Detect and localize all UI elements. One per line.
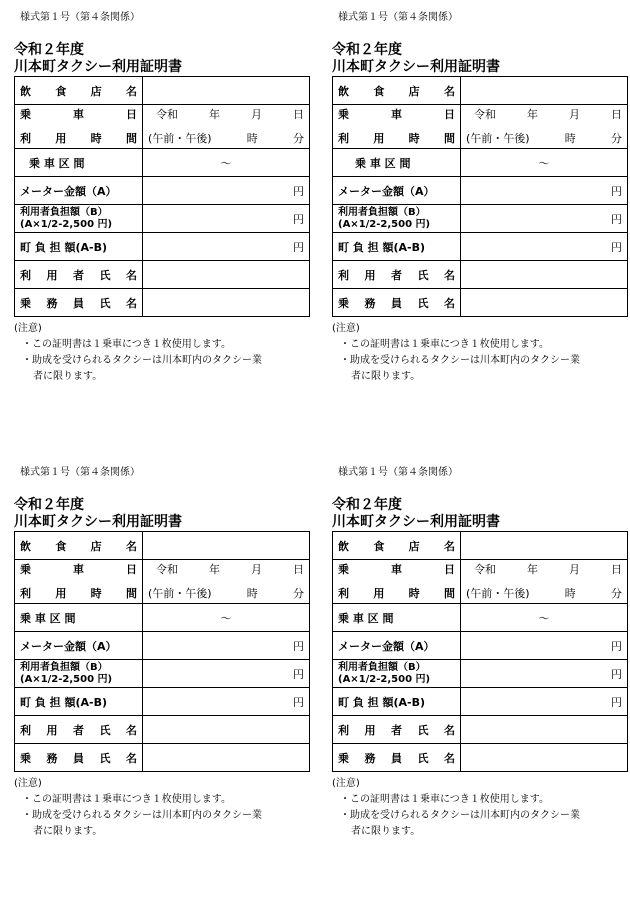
title-year: 令和２年度 — [14, 497, 84, 513]
note-item-2: ・助成を受けられるタクシーは川本町内のタクシー業 — [340, 355, 580, 366]
row-crew-name — [333, 744, 628, 772]
label-user-name: 利 用 者 氏 名 — [15, 716, 143, 744]
label-user-burden: 利用者負担額（B） (A×1/2-2,500 円) — [333, 660, 461, 688]
row-user-name — [15, 261, 310, 289]
label-datetime: 乗 車 日 利 用 時 間 — [15, 105, 143, 149]
row-section — [333, 149, 628, 177]
title-year: 令和２年度 — [332, 497, 402, 513]
note-item-1: ・この証明書は１乗車につき１枚使用します。 — [340, 794, 549, 805]
field-crew-name[interactable] — [143, 289, 310, 317]
title-year: 令和２年度 — [332, 42, 402, 58]
label-town-burden: 町 負 担 額(A-B) — [15, 233, 143, 261]
field-user-burden[interactable]: 円 — [143, 660, 310, 688]
field-user-name[interactable] — [461, 261, 628, 289]
label-meter: メーター金額（A） — [333, 177, 461, 205]
row-crew-name — [333, 289, 628, 317]
label-user-name: 利 用 者 氏 名 — [333, 261, 461, 289]
note-item-1: ・この証明書は１乗車につき１枚使用します。 — [340, 339, 549, 350]
label-restaurant: 飲 食 店 名 — [333, 532, 461, 560]
notes — [14, 321, 314, 385]
label-town-burden: 町 負 担 額(A-B) — [333, 688, 461, 716]
row-datetime — [15, 560, 310, 604]
field-town-burden[interactable]: 円 — [143, 688, 310, 716]
row-user-name — [333, 261, 628, 289]
field-section[interactable]: ～ — [461, 604, 628, 632]
notes-heading: (注意) — [14, 323, 42, 334]
row-town-burden — [333, 233, 628, 261]
label-crew-name: 乗 務 員 氏 名 — [333, 289, 461, 317]
notes-heading: (注意) — [332, 323, 360, 334]
row-crew-name — [15, 744, 310, 772]
field-crew-name[interactable] — [461, 744, 628, 772]
field-restaurant[interactable] — [461, 532, 628, 560]
notes-heading: (注意) — [14, 778, 42, 789]
field-user-name[interactable] — [461, 716, 628, 744]
label-restaurant: 飲 食 店 名 — [333, 77, 461, 105]
notes — [14, 776, 314, 840]
label-user-name: 利 用 者 氏 名 — [333, 716, 461, 744]
field-user-burden[interactable]: 円 — [461, 660, 628, 688]
label-user-name: 利 用 者 氏 名 — [15, 261, 143, 289]
field-crew-name[interactable] — [461, 289, 628, 317]
label-datetime: 乗 車 日 利 用 時 間 — [15, 560, 143, 604]
note-item-2-cont: 者に限ります。 — [351, 826, 421, 837]
field-meter[interactable]: 円 — [461, 632, 628, 660]
form-number-label: 様式第１号（第４条関係） — [20, 467, 140, 478]
row-restaurant — [15, 532, 310, 560]
label-crew-name: 乗 務 員 氏 名 — [15, 744, 143, 772]
certificate-card-1 — [14, 12, 314, 385]
row-user-burden — [333, 205, 628, 233]
field-user-name[interactable] — [143, 716, 310, 744]
label-datetime: 乗 車 日 利 用 時 間 — [333, 105, 461, 149]
field-section[interactable]: ～ — [461, 149, 628, 177]
label-town-burden: 町 負 担 額(A-B) — [333, 233, 461, 261]
row-datetime — [333, 105, 628, 149]
field-crew-name[interactable] — [143, 744, 310, 772]
notes — [332, 321, 630, 385]
field-user-burden[interactable]: 円 — [143, 205, 310, 233]
field-user-burden[interactable]: 円 — [461, 205, 628, 233]
form-number-label: 様式第１号（第４条関係） — [338, 467, 458, 478]
label-section: 乗 車 区 間 — [333, 604, 461, 632]
row-section — [15, 149, 310, 177]
row-section — [333, 604, 628, 632]
field-town-burden[interactable]: 円 — [461, 233, 628, 261]
field-datetime[interactable]: 令和 年 月 日 (午前・午後) 時 分 — [461, 105, 628, 149]
row-town-burden — [333, 688, 628, 716]
label-meter: メーター金額（A） — [333, 632, 461, 660]
certificate-table — [14, 531, 310, 772]
certificate-card-2 — [332, 12, 630, 385]
field-meter[interactable]: 円 — [143, 632, 310, 660]
label-user-burden: 利用者負担額（B） (A×1/2-2,500 円) — [15, 205, 143, 233]
field-town-burden[interactable]: 円 — [143, 233, 310, 261]
note-item-2: ・助成を受けられるタクシーは川本町内のタクシー業 — [340, 810, 580, 821]
title-certificate: 川本町タクシー利用証明書 — [332, 514, 500, 530]
certificate-table — [332, 531, 628, 772]
row-user-name — [15, 716, 310, 744]
field-section[interactable]: ～ — [143, 149, 310, 177]
label-section: 乗 車 区 間 — [333, 149, 461, 177]
label-datetime: 乗 車 日 利 用 時 間 — [333, 560, 461, 604]
row-meter — [15, 632, 310, 660]
note-item-2-cont: 者に限ります。 — [33, 826, 103, 837]
title-certificate: 川本町タクシー利用証明書 — [14, 59, 182, 75]
field-restaurant[interactable] — [461, 77, 628, 105]
form-number-label: 様式第１号（第４条関係） — [20, 12, 140, 23]
certificate-table — [14, 76, 310, 317]
certificate-table — [332, 76, 628, 317]
notes-heading: (注意) — [332, 778, 360, 789]
row-datetime — [15, 105, 310, 149]
label-restaurant: 飲 食 店 名 — [15, 77, 143, 105]
label-town-burden: 町 負 担 額(A-B) — [15, 688, 143, 716]
note-item-2: ・助成を受けられるタクシーは川本町内のタクシー業 — [22, 355, 262, 366]
label-user-burden: 利用者負担額（B） (A×1/2-2,500 円) — [333, 205, 461, 233]
row-town-burden — [15, 688, 310, 716]
field-datetime[interactable]: 令和 年 月 日 (午前・午後) 時 分 — [143, 560, 310, 604]
field-restaurant[interactable] — [143, 77, 310, 105]
label-crew-name: 乗 務 員 氏 名 — [15, 289, 143, 317]
certificate-card-3 — [14, 467, 314, 840]
note-item-2-cont: 者に限ります。 — [351, 371, 421, 382]
row-crew-name — [15, 289, 310, 317]
label-crew-name: 乗 務 員 氏 名 — [333, 744, 461, 772]
label-meter: メーター金額（A） — [15, 177, 143, 205]
row-user-burden — [15, 660, 310, 688]
row-meter — [333, 177, 628, 205]
note-item-2: ・助成を受けられるタクシーは川本町内のタクシー業 — [22, 810, 262, 821]
label-section: 乗 車 区 間 — [15, 149, 143, 177]
label-section: 乗 車 区 間 — [15, 604, 143, 632]
row-user-name — [333, 716, 628, 744]
label-restaurant: 飲 食 店 名 — [15, 532, 143, 560]
row-meter — [15, 177, 310, 205]
note-item-1: ・この証明書は１乗車につき１枚使用します。 — [22, 339, 231, 350]
row-user-burden — [15, 205, 310, 233]
note-item-1: ・この証明書は１乗車につき１枚使用します。 — [22, 794, 231, 805]
field-restaurant[interactable] — [143, 532, 310, 560]
label-user-burden: 利用者負担額（B） (A×1/2-2,500 円) — [15, 660, 143, 688]
note-item-2-cont: 者に限ります。 — [33, 371, 103, 382]
row-restaurant — [15, 77, 310, 105]
field-meter[interactable]: 円 — [461, 177, 628, 205]
certificate-card-4 — [332, 467, 630, 840]
notes — [332, 776, 630, 840]
title-certificate: 川本町タクシー利用証明書 — [332, 59, 500, 75]
field-section[interactable]: ～ — [143, 604, 310, 632]
row-meter — [333, 632, 628, 660]
field-datetime[interactable]: 令和 年 月 日 (午前・午後) 時 分 — [143, 105, 310, 149]
title-year: 令和２年度 — [14, 42, 84, 58]
field-town-burden[interactable]: 円 — [461, 688, 628, 716]
row-datetime — [333, 560, 628, 604]
field-meter[interactable]: 円 — [143, 177, 310, 205]
field-user-name[interactable] — [143, 261, 310, 289]
field-datetime[interactable]: 令和 年 月 日 (午前・午後) 時 分 — [461, 560, 628, 604]
row-section — [15, 604, 310, 632]
row-restaurant — [333, 77, 628, 105]
title-certificate: 川本町タクシー利用証明書 — [14, 514, 182, 530]
label-meter: メーター金額（A） — [15, 632, 143, 660]
row-town-burden — [15, 233, 310, 261]
form-number-label: 様式第１号（第４条関係） — [338, 12, 458, 23]
row-user-burden — [333, 660, 628, 688]
row-restaurant — [333, 532, 628, 560]
